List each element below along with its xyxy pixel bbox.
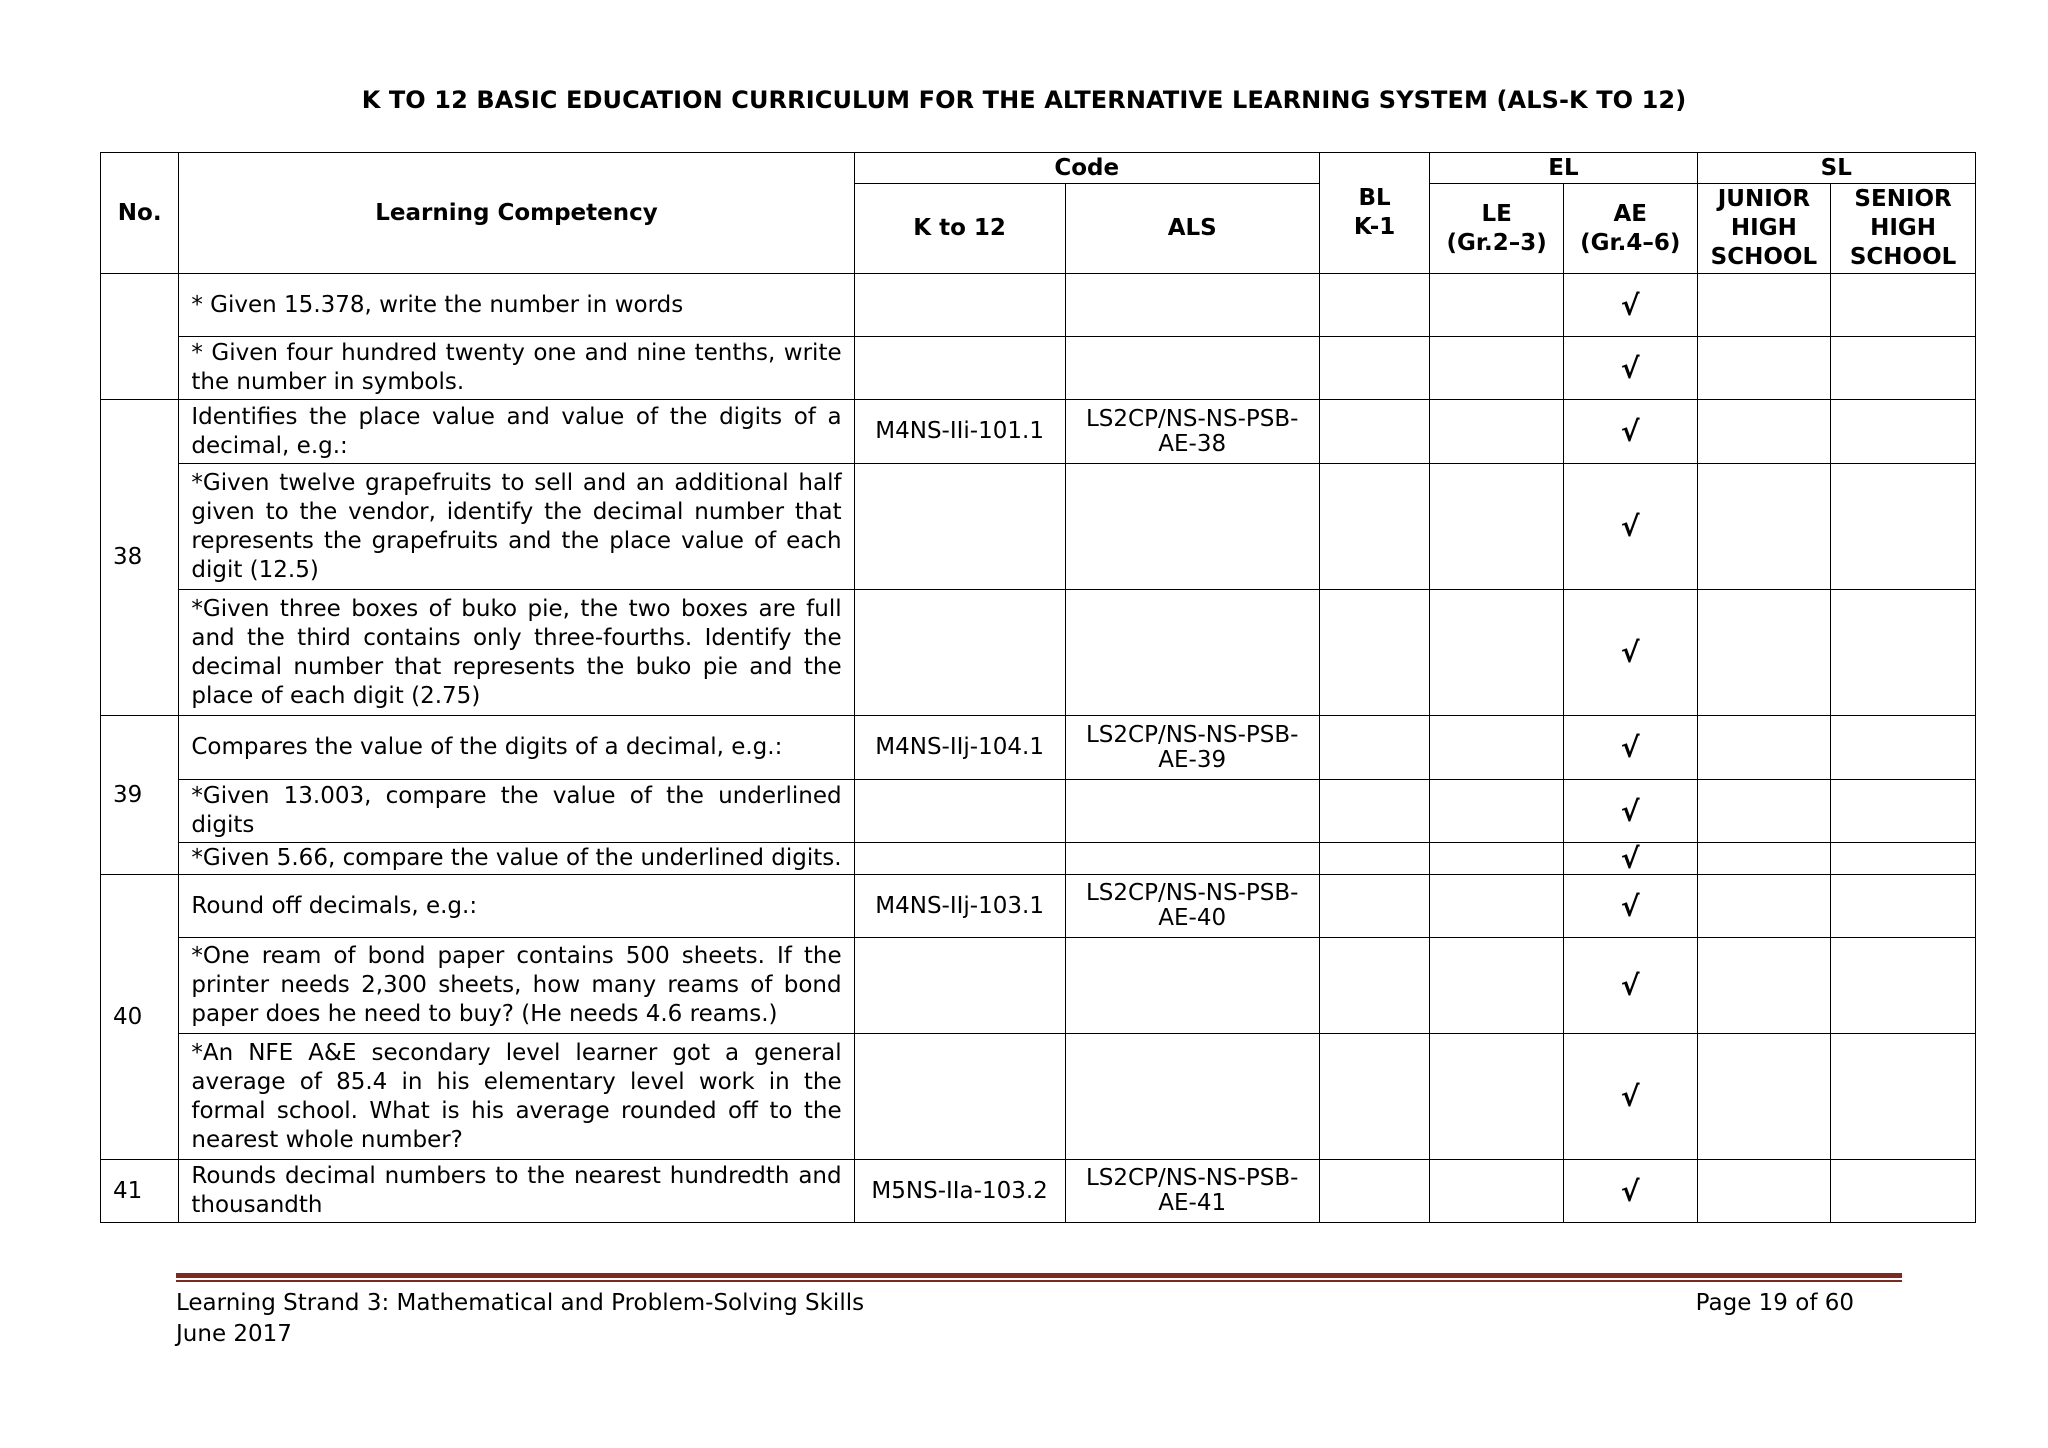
le-cell (1430, 464, 1564, 590)
header-sl: SL (1697, 153, 1975, 184)
junior-high-cell (1697, 400, 1831, 464)
k12-code-cell (854, 938, 1065, 1034)
footer-date: June 2017 (176, 1321, 292, 1347)
header-ae: AE (Gr.4–6) (1563, 184, 1697, 274)
ae-check-cell: √ (1563, 938, 1697, 1034)
le-cell (1430, 938, 1564, 1034)
bl-cell (1319, 780, 1430, 843)
row-number: 40 (101, 875, 179, 1160)
footer-page-number: Page 19 of 60 (1695, 1290, 1854, 1316)
learning-competency-cell: *Given 13.003, compare the value of the underlined digits (179, 780, 854, 843)
als-code-cell (1065, 843, 1319, 875)
learning-competency-cell: *Given three boxes of buko pie, the two boxes are full and the third contains only three-fourths. Identify the decimal number that represents the buko pie and the place of each digit (2.75) (179, 590, 854, 716)
senior-high-cell (1831, 1034, 1976, 1160)
k12-code-cell (854, 843, 1065, 875)
ae-check-cell: √ (1563, 400, 1697, 464)
junior-high-cell (1697, 843, 1831, 875)
table-row (101, 464, 1976, 590)
learning-competency-cell: Round off decimals, e.g.: (179, 875, 854, 938)
table-row (101, 1034, 1976, 1160)
footer-rule-thin (176, 1280, 1902, 1282)
table-row (101, 875, 1976, 938)
bl-cell (1319, 274, 1430, 337)
k12-code-cell (854, 780, 1065, 843)
le-cell (1430, 337, 1564, 400)
le-cell (1430, 1160, 1564, 1223)
junior-high-cell (1697, 337, 1831, 400)
junior-high-cell (1697, 590, 1831, 716)
k12-code-cell: M4NS-IIj-104.1 (854, 716, 1065, 780)
bl-cell (1319, 938, 1430, 1034)
k12-code-cell (854, 590, 1065, 716)
als-code-cell: LS2CP/NS-NS-PSB- AE-39 (1065, 716, 1319, 780)
table-row (101, 337, 1976, 400)
als-code-cell (1065, 590, 1319, 716)
k12-code-cell: M4NS-IIi-101.1 (854, 400, 1065, 464)
bl-cell (1319, 716, 1430, 780)
header-als: ALS (1065, 184, 1319, 274)
als-code-cell (1065, 274, 1319, 337)
table-row (101, 590, 1976, 716)
le-cell (1430, 400, 1564, 464)
als-code-cell: LS2CP/NS-NS-PSB- AE-40 (1065, 875, 1319, 938)
header-learning-competency: Learning Competency (179, 153, 854, 274)
header-senior-high-school: SENIOR HIGH SCHOOL (1831, 184, 1976, 274)
junior-high-cell (1697, 938, 1831, 1034)
als-code-cell (1065, 780, 1319, 843)
bl-cell (1319, 400, 1430, 464)
senior-high-cell (1831, 938, 1976, 1034)
le-cell (1430, 716, 1564, 780)
bl-cell (1319, 843, 1430, 875)
bl-cell (1319, 875, 1430, 938)
table-row (101, 1160, 1976, 1223)
als-code-cell: LS2CP/NS-NS-PSB- AE-41 (1065, 1160, 1319, 1223)
ae-check-cell: √ (1563, 716, 1697, 780)
footer-rule (176, 1273, 1902, 1278)
ae-check-cell: √ (1563, 590, 1697, 716)
learning-competency-cell: *One ream of bond paper contains 500 sheets. If the printer needs 2,300 sheets, how many reams of bond paper does he need to buy? (He needs 4.6 reams.) (179, 938, 854, 1034)
senior-high-cell (1831, 464, 1976, 590)
bl-cell (1319, 1034, 1430, 1160)
le-cell (1430, 590, 1564, 716)
als-code-cell: LS2CP/NS-NS-PSB- AE-38 (1065, 400, 1319, 464)
table-row (101, 400, 1976, 464)
bl-cell (1319, 590, 1430, 716)
learning-competency-cell: Rounds decimal numbers to the nearest hundredth and thousandth (179, 1160, 854, 1223)
header-el: EL (1430, 153, 1697, 184)
ae-check-cell: √ (1563, 1160, 1697, 1223)
senior-high-cell (1831, 716, 1976, 780)
k12-code-cell (854, 464, 1065, 590)
ae-check-cell: √ (1563, 843, 1697, 875)
header-le: LE (Gr.2–3) (1430, 184, 1564, 274)
table-row (101, 780, 1976, 843)
row-number: 41 (101, 1160, 179, 1223)
senior-high-cell (1831, 1160, 1976, 1223)
als-code-cell (1065, 337, 1319, 400)
als-code-cell (1065, 1034, 1319, 1160)
learning-competency-cell: Identifies the place value and value of the digits of a decimal, e.g.: (179, 400, 854, 464)
ae-check-cell: √ (1563, 780, 1697, 843)
k12-code-cell (854, 1034, 1065, 1160)
learning-competency-cell: *An NFE A&E secondary level learner got a general average of 85.4 in his elementary level work in the formal school. What is his average rounded off to the nearest whole number? (179, 1034, 854, 1160)
table-row (101, 938, 1976, 1034)
senior-high-cell (1831, 875, 1976, 938)
ae-check-cell: √ (1563, 274, 1697, 337)
learning-competency-cell: Compares the value of the digits of a decimal, e.g.: (179, 716, 854, 780)
curriculum-table (100, 152, 1976, 1223)
junior-high-cell (1697, 780, 1831, 843)
page-title: K TO 12 BASIC EDUCATION CURRICULUM FOR THE ALTERNATIVE LEARNING SYSTEM (ALS-K TO 12) (361, 86, 1687, 114)
k12-code-cell (854, 337, 1065, 400)
table-row (101, 274, 1976, 337)
footer-left (176, 1288, 864, 1350)
learning-competency-cell: * Given 15.378, write the number in words (179, 274, 854, 337)
k12-code-cell (854, 274, 1065, 337)
senior-high-cell (1831, 780, 1976, 843)
ae-check-cell: √ (1563, 337, 1697, 400)
k12-code-cell: M4NS-IIj-103.1 (854, 875, 1065, 938)
header-code: Code (854, 153, 1319, 184)
als-code-cell (1065, 938, 1319, 1034)
table-row (101, 716, 1976, 780)
senior-high-cell (1831, 590, 1976, 716)
ae-check-cell: √ (1563, 875, 1697, 938)
junior-high-cell (1697, 1034, 1831, 1160)
le-cell (1430, 843, 1564, 875)
junior-high-cell (1697, 1160, 1831, 1223)
row-number: 38 (101, 400, 179, 716)
header-junior-high-school: JUNIOR HIGH SCHOOL (1697, 184, 1831, 274)
le-cell (1430, 875, 1564, 938)
table-row (101, 843, 1976, 875)
ae-check-cell: √ (1563, 1034, 1697, 1160)
footer-strand: Learning Strand 3: Mathematical and Problem-Solving Skills (176, 1290, 865, 1316)
k12-code-cell: M5NS-IIa-103.2 (854, 1160, 1065, 1223)
header-bl: BL K-1 (1319, 153, 1430, 274)
junior-high-cell (1697, 274, 1831, 337)
senior-high-cell (1831, 400, 1976, 464)
row-number: 39 (101, 716, 179, 875)
ae-check-cell: √ (1563, 464, 1697, 590)
row-number (101, 274, 179, 400)
learning-competency-cell: * Given four hundred twenty one and nine tenths, write the number in symbols. (179, 337, 854, 400)
senior-high-cell (1831, 337, 1976, 400)
senior-high-cell (1831, 274, 1976, 337)
learning-competency-cell: *Given 5.66, compare the value of the underlined digits. (179, 843, 854, 875)
header-k-to-12: K to 12 (854, 184, 1065, 274)
le-cell (1430, 274, 1564, 337)
bl-cell (1319, 337, 1430, 400)
bl-cell (1319, 1160, 1430, 1223)
le-cell (1430, 780, 1564, 843)
learning-competency-cell: *Given twelve grapefruits to sell and an additional half given to the vendor, identify the decimal number that represents the grapefruits and the place value of each digit (12.5) (179, 464, 854, 590)
junior-high-cell (1697, 875, 1831, 938)
als-code-cell (1065, 464, 1319, 590)
header-no: No. (101, 153, 179, 274)
senior-high-cell (1831, 843, 1976, 875)
le-cell (1430, 1034, 1564, 1160)
junior-high-cell (1697, 464, 1831, 590)
bl-cell (1319, 464, 1430, 590)
junior-high-cell (1697, 716, 1831, 780)
